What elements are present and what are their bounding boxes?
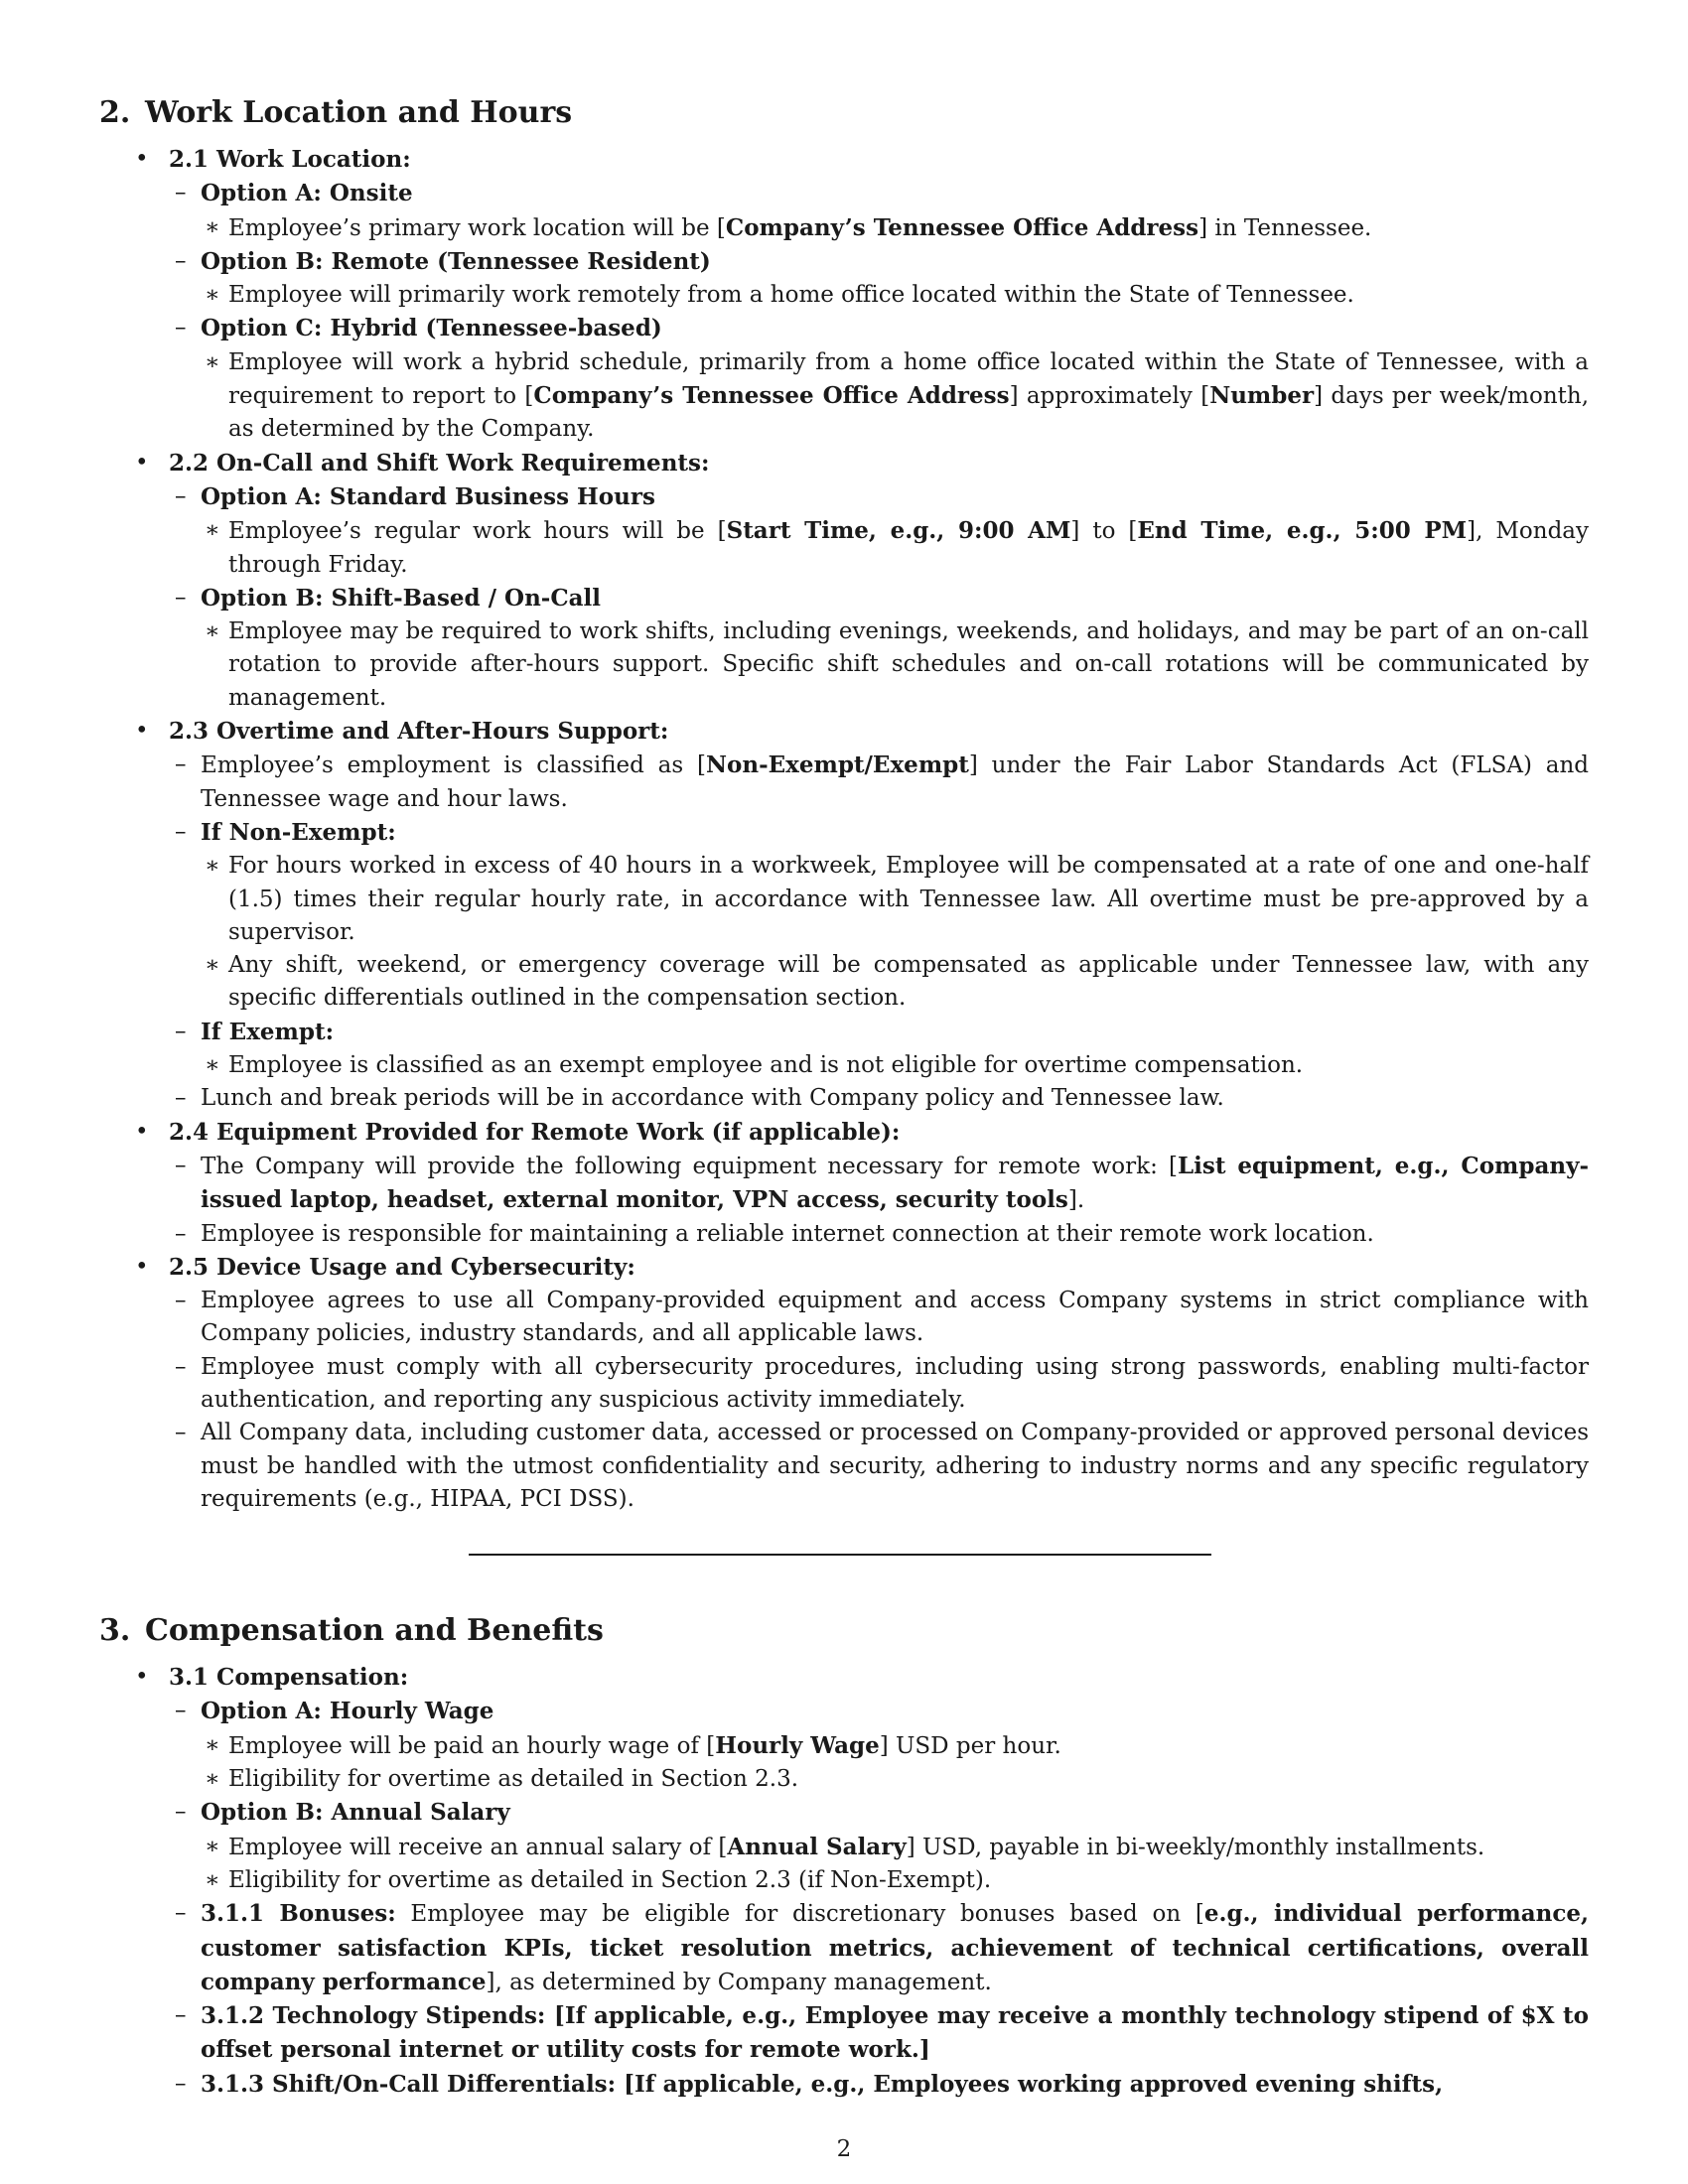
list-item: – Employee must comply with all cybersecurity procedures, including using strong passwords, enabling multi-factor authentication, and reporting any suspicious activity immediately. [169,1351,1589,1418]
list-item: ∗ Employee’s regular work hours will be [Start Time, e.g., 9:00 AM] to [End Time, e.g., 5:00 PM], Monday through Friday. [201,514,1589,582]
list-item: ∗ Employee is classified as an exempt employee and is not eligible for overtime compensation. [201,1049,1589,1082]
list-item: ∗ Employee’s primary work location will be [Company’s Tennessee Office Address] in Tennessee. [201,211,1589,245]
item-2-4: • 2.4 Equipment Provided for Remote Work (if applicable): – The Company will provide the following equipment necessary for remote work: [List equipment, e.g., Company-issued laptop, headset, external monitor, VPN access, security tools]. – Employee is responsible for maintaining a reliable internet connection at their remote work location. [99,1116,1589,1251]
list-item: ∗ Employee will work a hybrid schedule, primarily from a home office located within the State of Tennessee, with a requirement to report to [Company’s Tennessee Office Address] approximately [Number] days per week/month, as determined by the Company. [201,346,1589,447]
if-exempt: – If Exempt: ∗ Employee is classified as an exempt employee and is not eligible for overtime compensation. [169,1016,1589,1083]
list-item: ∗ Employee will be paid an hourly wage of [Hourly Wage] USD per hour. [201,1729,1589,1763]
shift-differentials: – 3.1.3 Shift/On-Call Differentials: [If applicable, e.g., Employees working approved evening shifts, [169,2068,1589,2102]
option-2-2-b: – Option B: Shift-Based / On-Call ∗ Employee may be required to work shifts, including evenings, weekends, and holidays, and may be part of an on-call rotation to provide after-hours support. Specific shift schedules and on-call rotations will be communicated by management. [169,582,1589,715]
option-3-1-a: – Option A: Hourly Wage ∗ Employee will be paid an hourly wage of [Hourly Wage] USD per hour. ∗ Eligibility for overtime as detailed in Section 2.3. [169,1695,1589,1796]
page-number: 2 [836,2136,852,2162]
list-item: ∗ Employee will primarily work remotely from a home office located within the State of Tennessee. [201,279,1589,312]
document-page [99,91,1589,2102]
section-3-list [99,1661,1589,2102]
list-item: ∗ For hours worked in excess of 40 hours in a workweek, Employee will be compensated at a rate of one and one-half (1.5) times their regular hourly rate, in accordance with Tennessee law. All overtime must be pre-approved by a supervisor. [201,850,1589,949]
list-item: – Employee’s employment is classified as [Non-Exempt/Exempt] under the Fair Labor Standards Act (FLSA) and Tennessee wage and hour laws. [169,749,1589,816]
section-2-list [99,143,1589,1516]
option-2-2-a: – Option A: Standard Business Hours ∗ Employee’s regular work hours will be [Start Time, e.g., 9:00 AM] to [End Time, e.g., 5:00 PM], Monday through Friday. [169,480,1589,582]
list-item: – Employee is responsible for maintaining a reliable internet connection at their remote work location. [169,1218,1589,1251]
bonuses: – 3.1.1 Bonuses: Employee may be eligible for discretionary bonuses based on [e.g., individual performance, customer satisfaction KPIs, ticket resolution metrics, achievement of technical certifications, overall company performance], as determined by Company management. [169,1897,1589,1999]
item-2-5: • 2.5 Device Usage and Cybersecurity: – Employee agrees to use all Company-provided equipment and access Company systems in strict compliance with Company policies, industry standards, and all applicable laws. – Employee must comply with all cybersecurity procedures, including using strong passwords, enabling multi-factor authentication, and reporting any suspicious activity immediately. – All Company data, including customer data, accessed or processed on Company-provided or approved personal devices must be handled with the utmost confidentiality and security, adhering to industry norms and any specific regulatory requirements (e.g., HIPAA, PCI DSS). [99,1251,1589,1516]
option-2-1-c: – Option C: Hybrid (Tennessee-based) ∗ Employee will work a hybrid schedule, primarily from a home office located within the State of Tennessee, with a requirement to report to [Company’s Tennessee Office Address] approximately [Number] days per week/month, as determined by the Company. [169,312,1589,446]
list-item: ∗ Employee may be required to work shifts, including evenings, weekends, and holidays, and may be part of an on-call rotation to provide after-hours support. Specific shift schedules and on-call rotations will be communicated by management. [201,615,1589,715]
list-item: – Lunch and break periods will be in accordance with Company policy and Tennessee law. [169,1082,1589,1115]
item-2-3: • 2.3 Overtime and After-Hours Support: – Employee’s employment is classified as [Non-Exempt/Exempt] under the Fair Labor Standards Act (FLSA) and Tennessee wage and hour laws. – If Non-Exempt: ∗ For hours worked in excess of 40 hours in a workweek, Employee will be compensated at a rate of one and one-half (1.5) times their regular hourly rate, in accordance with Tennessee law. All overtime must be pre-approved by a supervisor. ∗ Any shift, weekend, or emergency coverage will be compensated as applicable under Tennessee law, with any specific differentials outlined in the compensation section. – If Exempt: ∗ Employee is classified as an exempt employee and is not eligible for overtime compensation. – Lunch and break periods will be in accordance with Company policy and Tennessee law. [99,715,1589,1116]
technology-stipends: – 3.1.2 Technology Stipends: [If applicable, e.g., Employee may receive a monthly technology stipend of $X to offset personal internet or utility costs for remote work.] [169,1999,1589,2068]
if-non-exempt: – If Non-Exempt: ∗ For hours worked in excess of 40 hours in a workweek, Employee will be compensated at a rate of one and one-half (1.5) times their regular hourly rate, in accordance with Tennessee law. All overtime must be pre-approved by a supervisor. ∗ Any shift, weekend, or emergency coverage will be compensated as applicable under Tennessee law, with any specific differentials outlined in the compensation section. [169,816,1589,1016]
option-2-1-a: – Option A: Onsite ∗ Employee’s primary work location will be [Company’s Tennessee Office Address] in Tennessee. [169,177,1589,245]
list-item: – Employee agrees to use all Company-provided equipment and access Company systems in strict compliance with Company policies, industry standards, and all applicable laws. [169,1285,1589,1351]
list-item: ∗ Any shift, weekend, or emergency coverage will be compensated as applicable under Tennessee law, with any specific differentials outlined in the compensation section. [201,949,1589,1016]
option-2-1-b: – Option B: Remote (Tennessee Resident) ∗ Employee will primarily work remotely from a home office located within the State of Tennessee. [169,245,1589,313]
item-3-1: • 3.1 Compensation: – Option A: Hourly Wage ∗ Employee will be paid an hourly wage of [Hourly Wage] USD per hour. ∗ Eligibility for overtime as detailed in Section 2.3. – Option B: Annual Salary ∗ Employee will receive an annual salary of [Annual Salary] USD, payable in bi-weekly/monthly installments. ∗ Eligibility for overtime as detailed in Section 2.3 (if Non-Exempt). – 3.1.1 Bonuses: Employee may be eligible for discretionary bonuses based on [e.g., individual performance, customer satisfaction KPIs, ticket resolution metrics, achievement of technical certifications, overall company performance], as determined by Company management. – 3.1.2 Technology Stipends: [If applicable, e.g., Employee may receive a monthly technology stipend of $X to offset personal internet or utility costs for remote work.] – 3.1.3 Shift/On-Call Differentials: [If applicable, e.g., Employees working approved evening shifts, [99,1661,1589,2102]
list-item: ∗ Employee will receive an annual salary of [Annual Salary] USD, payable in bi-weekly/monthly installments. [201,1831,1589,1864]
list-item: – All Company data, including customer data, accessed or processed on Company-provided or approved personal devices must be handled with the utmost confidentiality and security, adhering to industry norms and any specific regulatory requirements (e.g., HIPAA, PCI DSS). [169,1417,1589,1516]
item-2-1: • 2.1 Work Location: – Option A: Onsite ∗ Employee’s primary work location will be [Company’s Tennessee Office Address] in Tennessee. – Option B: Remote (Tennessee Resident) ∗ Employee will primarily work remotely from a home office located within the State of Tennessee. – Option C: Hybrid (Tennessee-based) ∗ Employee will work a hybrid schedule, primarily from a home office located within the State of Tennessee, with a requirement to report to [Company’s Tennessee Office Address] approximately [Number] days per week/month, as determined by the Company. [99,143,1589,447]
section-2-heading: 2. Work Location and Hours [99,95,573,130]
list-item: ∗ Eligibility for overtime as detailed in Section 2.3 (if Non-Exempt). [201,1864,1589,1897]
option-3-1-b: – Option B: Annual Salary ∗ Employee will receive an annual salary of [Annual Salary] USD, payable in bi-weekly/monthly installments. ∗ Eligibility for overtime as detailed in Section 2.3 (if Non-Exempt). [169,1796,1589,1897]
item-2-2: • 2.2 On-Call and Shift Work Requirements: – Option A: Standard Business Hours ∗ Employee’s regular work hours will be [Start Time, e.g., 9:00 AM] to [End Time, e.g., 5:00 PM], Monday through Friday. – Option B: Shift-Based / On-Call ∗ Employee may be required to work shifts, including evenings, weekends, and holidays, and may be part of an on-call rotation to provide after-hours support. Specific shift schedules and on-call rotations will be communicated by management. [99,447,1589,715]
list-item: – The Company will provide the following equipment necessary for remote work: [List equipment, e.g., Company-issued laptop, headset, external monitor, VPN access, security tools]. [169,1150,1589,1218]
list-item: ∗ Eligibility for overtime as detailed in Section 2.3. [201,1763,1589,1796]
section-3-heading: 3. Compensation and Benefits [99,1613,604,1649]
